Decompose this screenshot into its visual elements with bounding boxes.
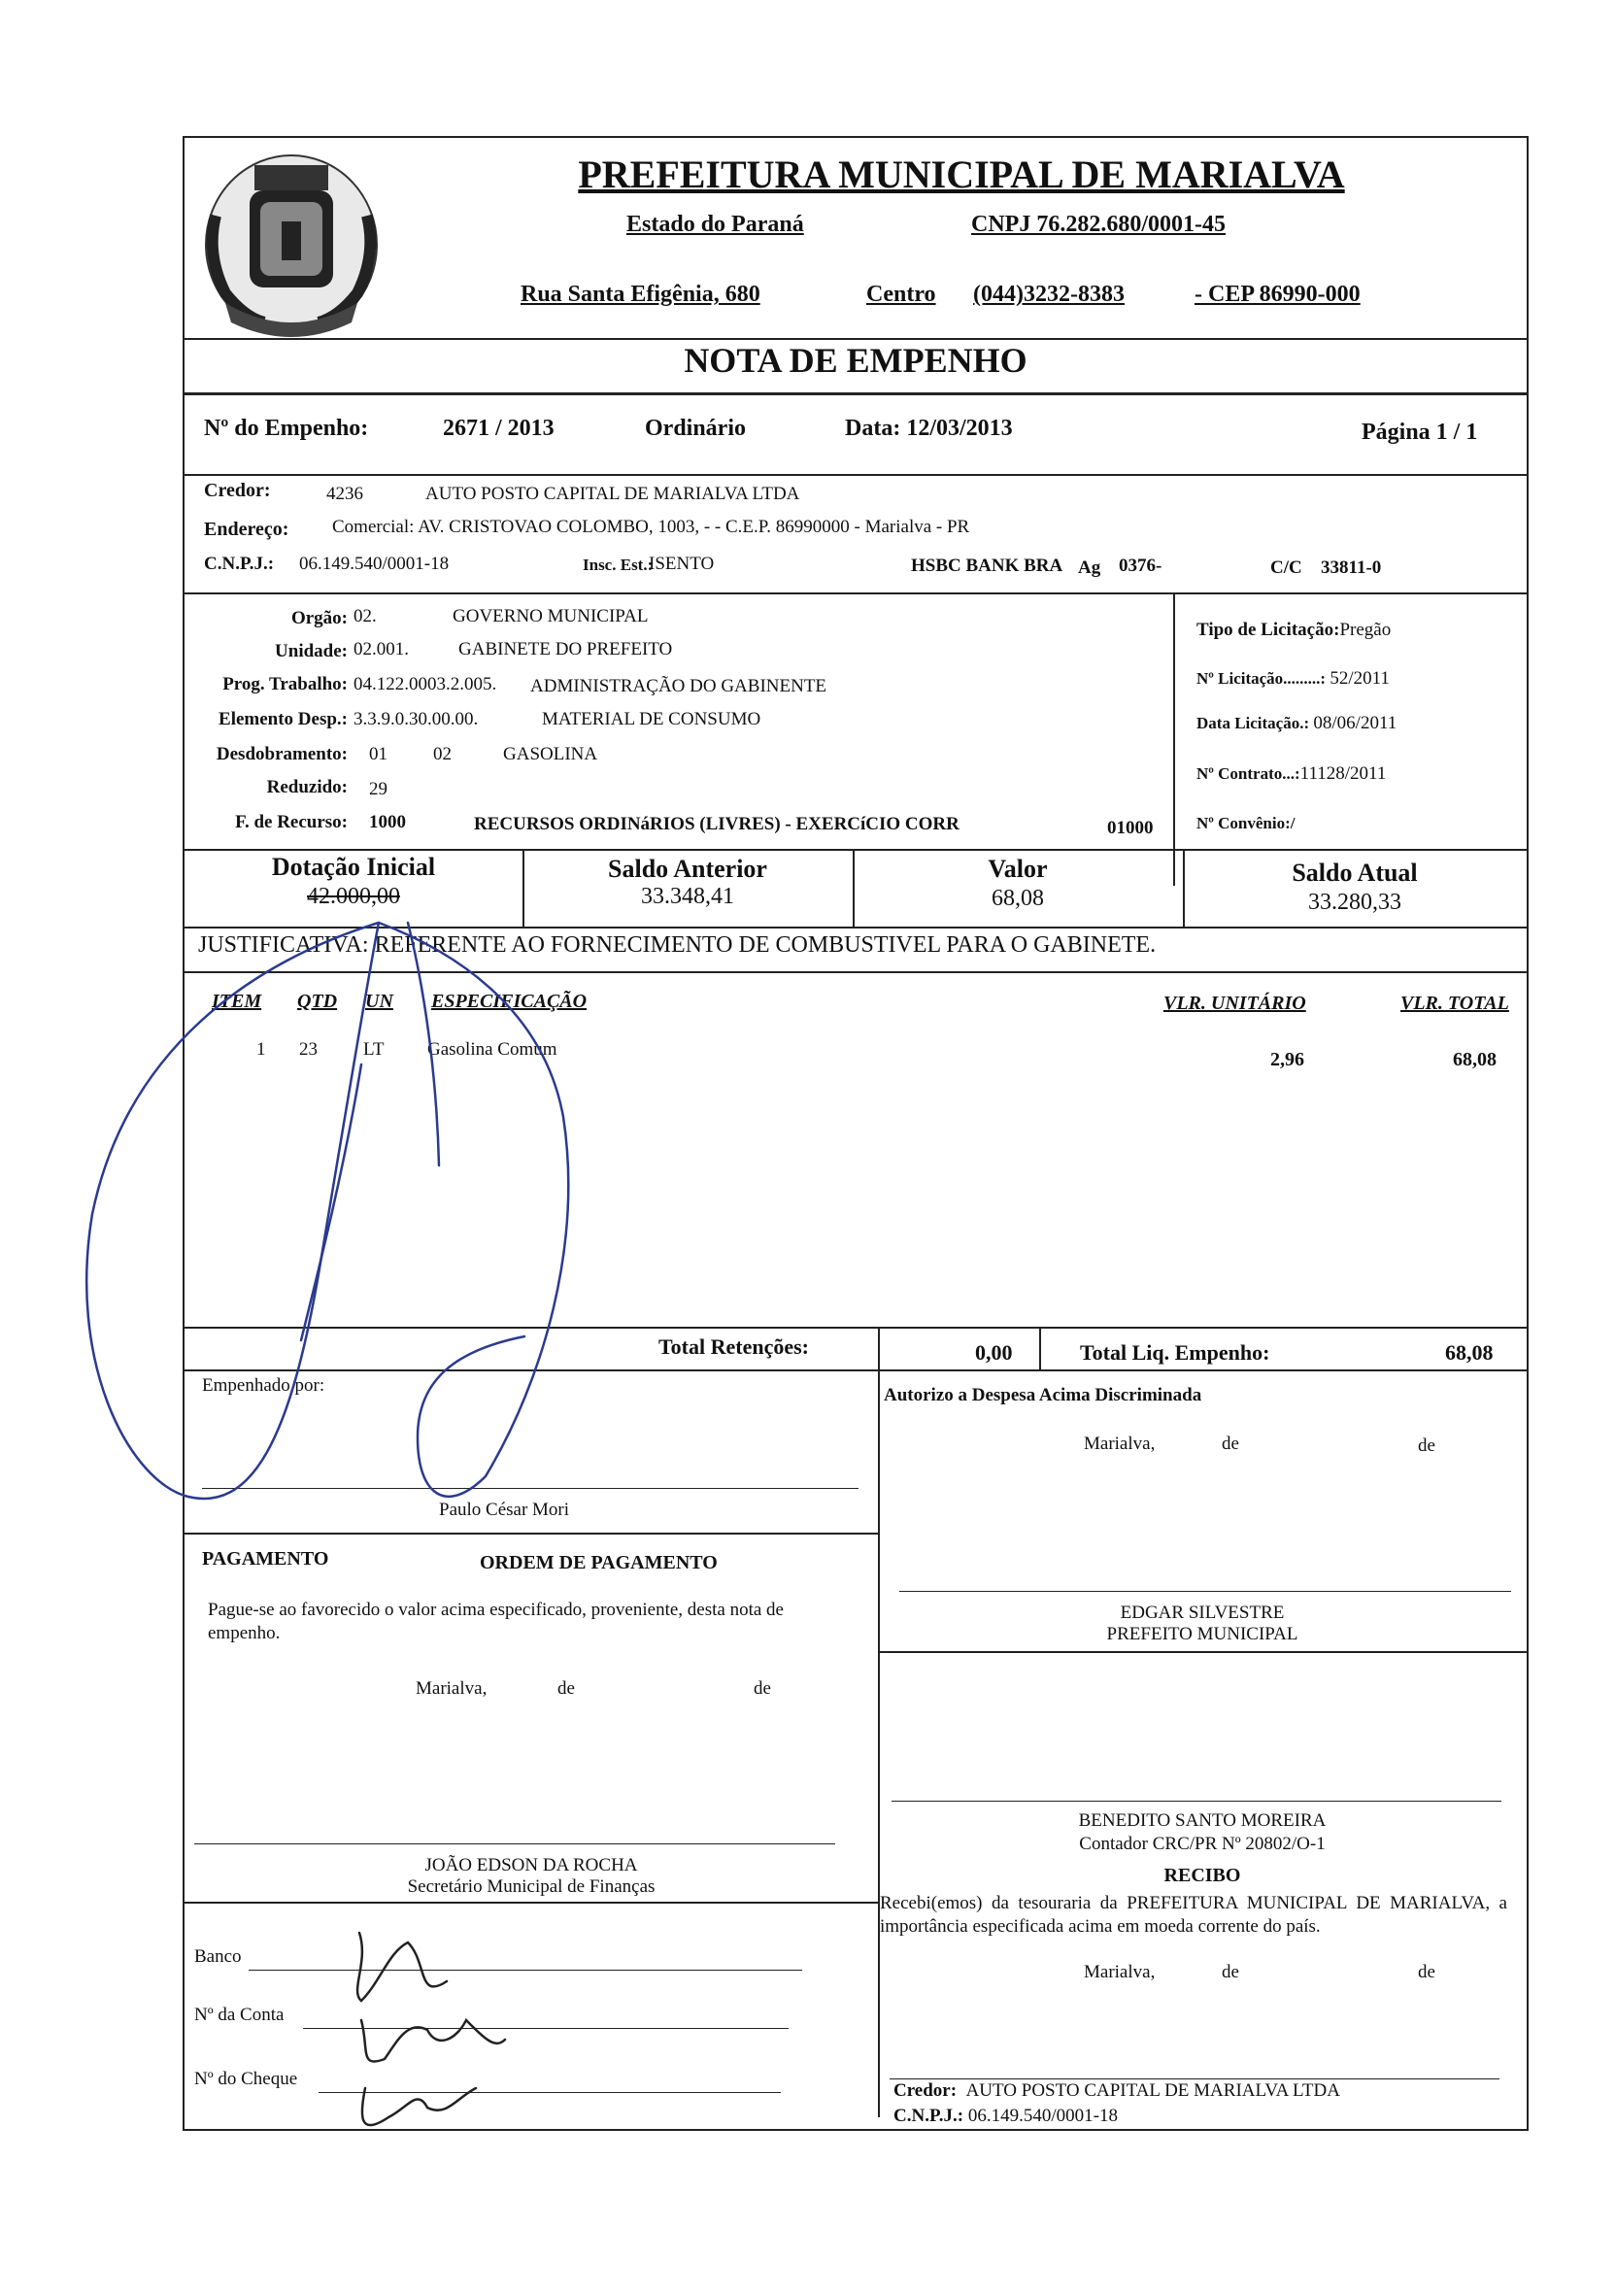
item-header: ITEM <box>212 991 262 1012</box>
cnpj-label: CNPJ 76.282.680/0001-45 <box>971 212 1226 237</box>
recurso-name: RECURSOS ORDINáRIOS (LIVRES) - EXERCíCIO CORR <box>474 814 960 834</box>
contrato-number: 11128/2011 <box>1299 763 1387 784</box>
liquido-label: Total Liq. Empenho: <box>1080 1340 1270 1365</box>
prefeito-role: PREFEITO MUNICIPAL <box>1106 1624 1298 1644</box>
ordem-pagamento-label: ORDEM DE PAGAMENTO <box>480 1552 718 1573</box>
recurso-number: 01000 <box>1107 818 1154 838</box>
desdob-label: Desdobramento: <box>216 744 348 764</box>
address-street: Rua Santa Efigênia, 680 <box>521 282 760 307</box>
empenhado-label: Empenhado por: <box>202 1375 325 1396</box>
secretario-role: Secretário Municipal de Finanças <box>407 1876 656 1897</box>
saldo-atual-label: Saldo Atual <box>1292 859 1418 887</box>
tipo-licitacao: Pregão <box>1339 620 1392 640</box>
item-qtd: 23 <box>299 1039 318 1060</box>
recurso-code: 1000 <box>369 812 406 832</box>
empenho-type: Ordinário <box>645 416 747 441</box>
autorizo-de1: de <box>1222 1434 1239 1454</box>
conta-label: Nº da Conta <box>194 2005 285 2025</box>
account-label: C/C <box>1270 557 1302 578</box>
unidade-name: GABINETE DO PREFEITO <box>458 639 673 659</box>
prog-code: 04.122.0003.2.005. <box>354 674 497 694</box>
retencoes-label: Total Retenções: <box>658 1334 809 1359</box>
page-number: Página 1 / 1 <box>1362 420 1478 445</box>
valor-unitario-header: VLR. UNITÁRIO <box>1163 993 1306 1014</box>
credor-footer-cnpj-label: C.N.P.J.: <box>893 2106 964 2126</box>
address-phone: (044)3232-8383 <box>973 282 1125 307</box>
contrato-label: Nº Contrato...: <box>1196 764 1300 783</box>
empenho-number: 2671 / 2013 <box>443 416 555 441</box>
nota-de-empenho-form <box>183 136 1529 2131</box>
recibo-city: Marialva, <box>1084 1962 1156 1982</box>
valor-value: 68,08 <box>992 886 1044 911</box>
address-district: Centro <box>866 282 936 307</box>
pagamento-city: Marialva, <box>416 1678 488 1699</box>
credor-footer-cnpj: 06.149.540/0001-18 <box>967 2106 1118 2126</box>
empenho-number-label: Nº do Empenho: <box>204 416 369 441</box>
autorizo-de2: de <box>1418 1435 1435 1456</box>
empenho-date: Data: 12/03/2013 <box>845 416 1013 441</box>
pagamento-label: PAGAMENTO <box>202 1548 329 1570</box>
credor-label: Credor: <box>204 480 271 501</box>
valor-label: Valor <box>988 855 1048 883</box>
address-cep: - CEP 86990-000 <box>1195 282 1361 307</box>
item-number: 1 <box>256 1039 266 1060</box>
autorizo-city: Marialva, <box>1084 1434 1156 1454</box>
bank-name: HSBC BANK BRA <box>911 556 1063 576</box>
convenio-label: Nº Convênio:/ <box>1196 814 1296 832</box>
saldo-anterior-value: 33.348,41 <box>641 884 734 909</box>
cheque-label: Nº do Cheque <box>194 2069 298 2089</box>
orgao-label: Orgão: <box>290 608 348 628</box>
desdob-a: 01 <box>369 744 387 764</box>
account-number: 33811-0 <box>1321 557 1382 578</box>
prog-name: ADMINISTRAÇÃO DO GABINENTE <box>530 676 827 696</box>
pagamento-de1: de <box>557 1678 575 1699</box>
recibo-de1: de <box>1222 1962 1239 1982</box>
cnpj-credor-label: C.N.P.J.: <box>204 554 275 574</box>
item-valor-unitario: 2,96 <box>1270 1049 1304 1070</box>
saldo-atual-value: 33.280,33 <box>1308 890 1401 915</box>
contador-name: BENEDITO SANTO MOREIRA <box>1078 1810 1327 1831</box>
insc-label: Insc. Est.: <box>583 556 654 574</box>
orgao-name: GOVERNO MUNICIPAL <box>453 606 649 626</box>
coat-of-arms-icon <box>196 148 387 348</box>
unidade-code: 02.001. <box>354 639 409 659</box>
saldo-anterior-label: Saldo Anterior <box>608 855 767 883</box>
credor-cnpj: 06.149.540/0001-18 <box>299 554 450 574</box>
un-header: UN <box>365 991 393 1012</box>
prefeito-name: EDGAR SILVESTRE <box>1120 1603 1285 1623</box>
reduzido-value: 29 <box>369 779 387 799</box>
contador-role: Contador CRC/PR Nº 20802/O-1 <box>1079 1834 1326 1854</box>
elemento-label: Elemento Desp.: <box>219 709 348 729</box>
prog-label: Prog. Trabalho: <box>222 674 348 694</box>
tipo-licitacao-label: Tipo de Licitação: <box>1196 620 1340 640</box>
agency-number: 0376- <box>1119 556 1162 576</box>
empenhado-signer: Paulo César Mori <box>439 1500 570 1520</box>
unidade-label: Unidade: <box>275 641 348 661</box>
recibo-label: RECIBO <box>1163 1865 1241 1886</box>
retencoes-value: 0,00 <box>975 1340 1013 1365</box>
page-title: PREFEITURA MUNICIPAL DE MARIALVA <box>578 152 1345 196</box>
elemento-code: 3.3.9.0.30.00.00. <box>354 709 479 729</box>
reduzido-label: Reduzido: <box>266 777 348 797</box>
especificacao-header: ESPECIFICAÇÃO <box>431 991 588 1012</box>
item-valor-total: 68,08 <box>1453 1049 1497 1070</box>
elemento-name: MATERIAL DE CONSUMO <box>542 709 761 729</box>
credor-footer-label: Credor: <box>893 2080 958 2101</box>
credor-endereco: Comercial: AV. CRISTOVAO COLOMBO, 1003, - - C.E.P. 86990000 - Marialva - PR <box>332 517 970 537</box>
dotacao-value: 42.000,00 <box>307 884 400 909</box>
credor-code: 4236 <box>326 484 363 504</box>
document-title: NOTA DE EMPENHO <box>684 341 1027 380</box>
data-licitacao: 08/06/2011 <box>1313 713 1397 733</box>
pagamento-de2: de <box>754 1678 771 1699</box>
secretario-name: JOÃO EDSON DA ROCHA <box>424 1855 638 1875</box>
numero-licitacao: 52/2011 <box>1330 668 1390 689</box>
qtd-header: QTD <box>297 991 338 1012</box>
endereco-label: Endereço: <box>204 519 289 540</box>
credor-insc: ISENTO <box>649 554 715 574</box>
justificativa: JUSTIFICATIVA: REFERENTE AO FORNECIMENTO DE COMBUSTIVEL PARA O GABINETE. <box>198 932 1157 958</box>
pagamento-text: Pague-se ao favorecido o valor acima especificado, proveniente, desta nota de empenho. <box>208 1600 784 1643</box>
state-label: Estado do Paraná <box>626 212 804 237</box>
desdob-b: 02 <box>433 744 452 764</box>
recurso-label: F. de Recurso: <box>235 812 348 832</box>
autorizo-label: Autorizo a Despesa Acima Discriminada <box>884 1385 1202 1405</box>
credor-footer-name: AUTO POSTO CAPITAL DE MARIALVA LTDA <box>965 2080 1340 2101</box>
recibo-de2: de <box>1418 1962 1435 1982</box>
credor-name: AUTO POSTO CAPITAL DE MARIALVA LTDA <box>425 484 800 504</box>
valor-total-header: VLR. TOTAL <box>1400 993 1509 1014</box>
banco-label: Banco <box>194 1946 242 1967</box>
agency-label: Ag <box>1078 557 1101 578</box>
item-un: LT <box>363 1039 385 1060</box>
dotacao-label: Dotação Inicial <box>271 853 436 881</box>
item-especificacao: Gasolina Comum <box>427 1039 557 1060</box>
data-licitacao-label: Data Licitação.: <box>1196 714 1310 732</box>
liquido-value: 68,08 <box>1445 1340 1494 1365</box>
orgao-code: 02. <box>354 606 377 626</box>
numero-licitacao-label: Nº Licitação.........: <box>1196 669 1327 688</box>
recibo-text: Recebi(emos) da tesouraria da PREFEITURA MUNICIPAL DE MARIALVA, a importância especificada acima em moeda corrente do país. <box>880 1893 1507 1937</box>
desdob-name: GASOLINA <box>503 744 598 764</box>
